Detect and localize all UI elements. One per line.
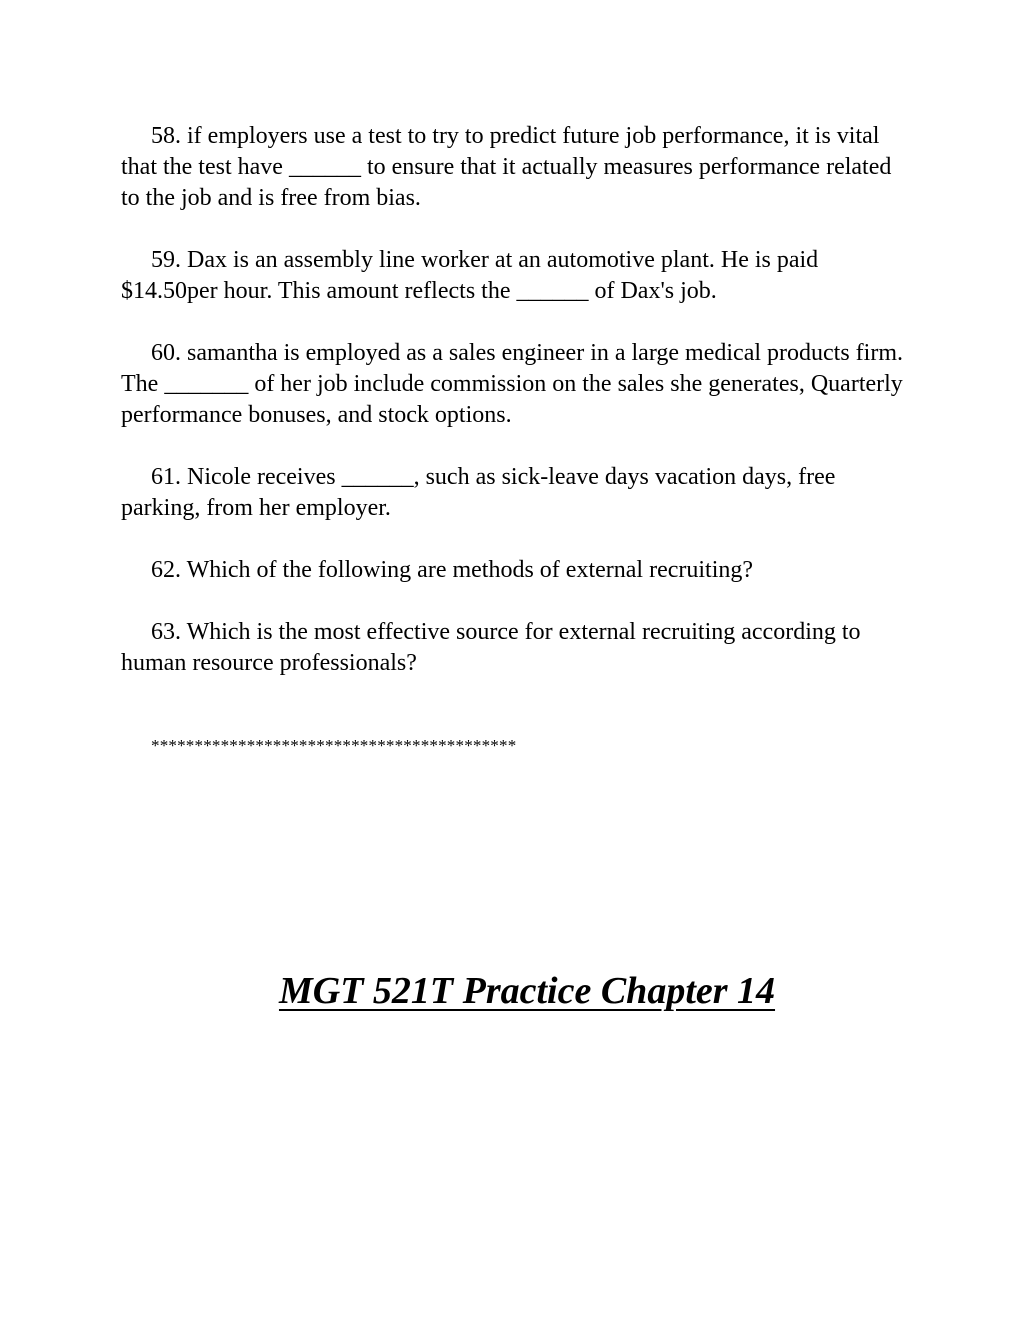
question-list	[121, 121, 911, 710]
question-number: 59.	[151, 247, 181, 273]
question-number: 58.	[151, 123, 181, 149]
question-text: Nicole receives ______, such as sick-leave days vacation days, free parking, from her employer.	[121, 464, 836, 521]
question-number: 62.	[151, 557, 181, 583]
question-number: 60.	[151, 340, 181, 366]
question-59	[121, 245, 911, 307]
question-text: Which of the following are methods of external recruiting?	[181, 557, 754, 583]
question-text: samantha is employed as a sales engineer in a large medical products firm. The _______ of her job include commission on the sales she generates, Quarterly performance bonuses, and stock options.	[121, 340, 903, 428]
question-text: Dax is an assembly line worker at an automotive plant. He is paid $14.50per hour. This amount reflects the ______ of Dax's job.	[121, 247, 819, 304]
question-58	[121, 121, 911, 214]
question-61	[121, 462, 911, 524]
question-text: if employers use a test to try to predict future job performance, it is vital that the test have ______ to ensure that it actually measures performance related to the job and is free from bias.	[121, 123, 892, 211]
asterisk-divider: ******************************************	[151, 736, 517, 755]
question-text: Which is the most effective source for external recruiting according to human resource professionals?	[121, 619, 861, 676]
question-number: 61.	[151, 464, 181, 490]
chapter-title: MGT 521T Practice Chapter 14	[278, 970, 776, 1012]
question-63	[121, 617, 911, 679]
question-number: 63.	[151, 619, 181, 645]
question-62	[121, 555, 911, 586]
question-60	[121, 338, 911, 431]
